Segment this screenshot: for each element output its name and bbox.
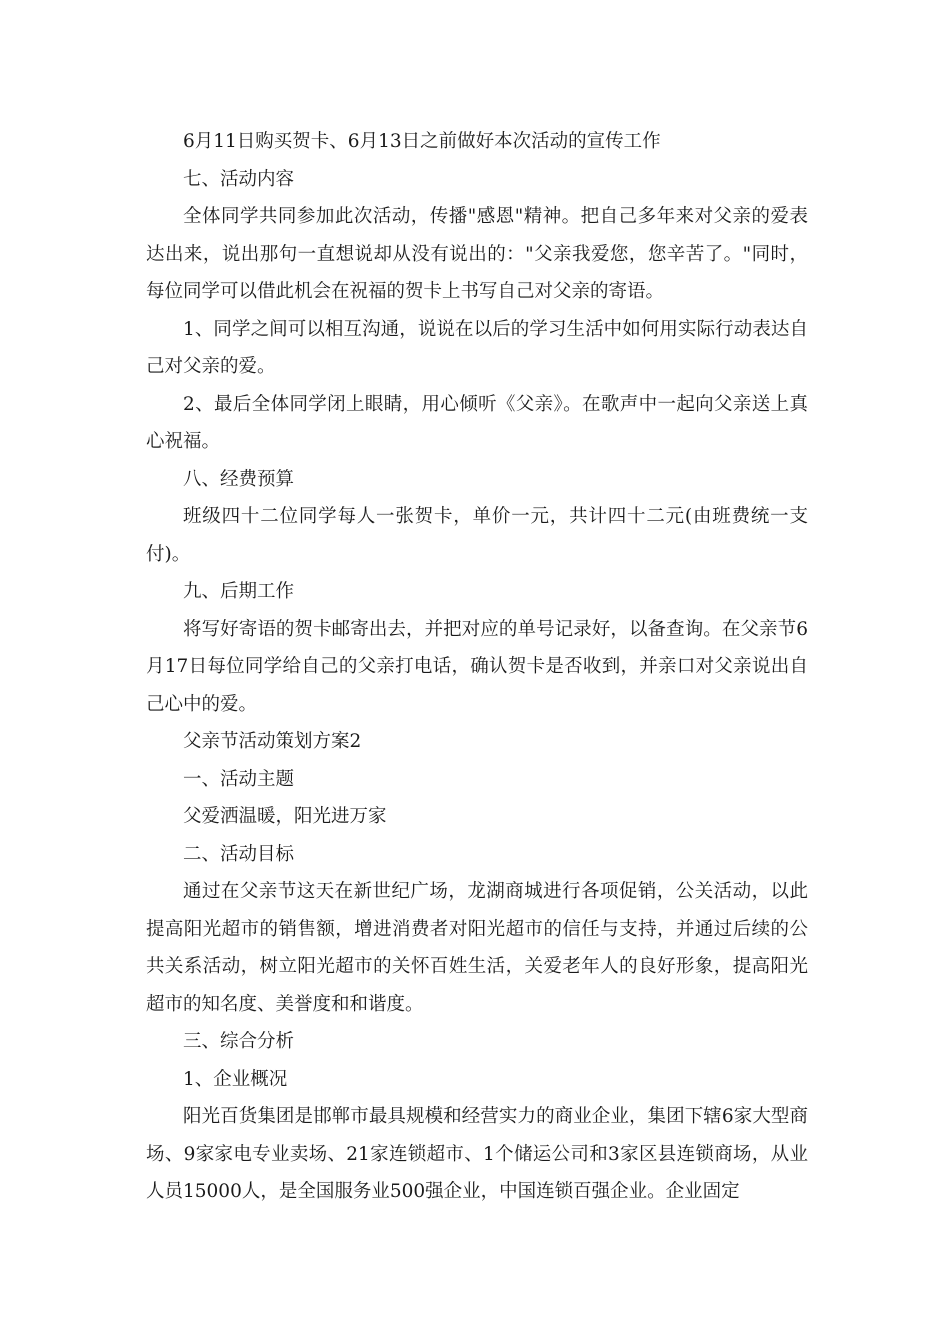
heading-activity-content: 七、活动内容 [183,168,295,190]
heading-budget: 八、经费预算 [183,468,295,490]
heading-theme: 一、活动主题 [183,768,295,790]
paragraph-activity-content: 全体同学共同参加此次活动，传播"感恩"精神。把自己多年来对父亲的爱表达出来，说出那句一直想说却从没有说出的："父亲我爱您，您辛苦了。"同时，每位同学可以借此机会在祝福的贺卡上书写自己对父亲的寄语。 [146,206,808,302]
paragraph-item-2: 2、最后全体同学闭上眼睛，用心倾听《父亲》。在歌声中一起向父亲送上真心祝福。 [146,393,808,452]
paragraph-schedule: 6月11日购买贺卡、6月13日之前做好本次活动的宣传工作 [183,131,661,152]
heading-analysis: 三、综合分析 [183,1031,295,1052]
heading-followup: 九、后期工作 [183,581,295,602]
paragraph-goal: 通过在父亲节这天在新世纪广场，龙湖商城进行各项促销，公关活动，以此提高阳光超市的销售额，增进消费者对阳光超市的信任与支持，并通过后续的公共关系活动，树立阳光超市的关怀百姓生活，关爱老年人的良好形象，提高阳光超市的知名度、美誉度和和谐度。 [146,881,808,1015]
heading-company-overview: 1、企业概况 [183,1068,288,1090]
paragraph-company-overview: 阳光百货集团是邯郸市最具规模和经营实力的商业企业，集团下辖6家大型商场、9家家电专业卖场、21家连锁超市、1个储运公司和3家区县连锁商场，从业人员15000人，是全国服务业500强企业，中国连锁百强企业。企业固定 [146,1106,808,1202]
heading-goal: 二、活动目标 [183,843,295,865]
paragraph-budget: 班级四十二位同学每人一张贺卡，单价一元，共计四十二元(由班费统一支付)。 [146,506,808,565]
document-body [146,123,808,1211]
paragraph-item-1: 1、同学之间可以相互沟通，说说在以后的学习生活中如何用实际行动表达自己对父亲的爱。 [146,318,808,377]
paragraph-theme: 父爱洒温暖，阳光进万家 [183,806,387,827]
paragraph-followup: 将写好寄语的贺卡邮寄出去，并把对应的单号记录好，以备查询。在父亲节6月17日每位同学给自己的父亲打电话，确认贺卡是否收到，并亲口对父亲说出自己心中的爱。 [146,618,808,715]
section-title-plan-2: 父亲节活动策划方案2 [183,731,362,752]
